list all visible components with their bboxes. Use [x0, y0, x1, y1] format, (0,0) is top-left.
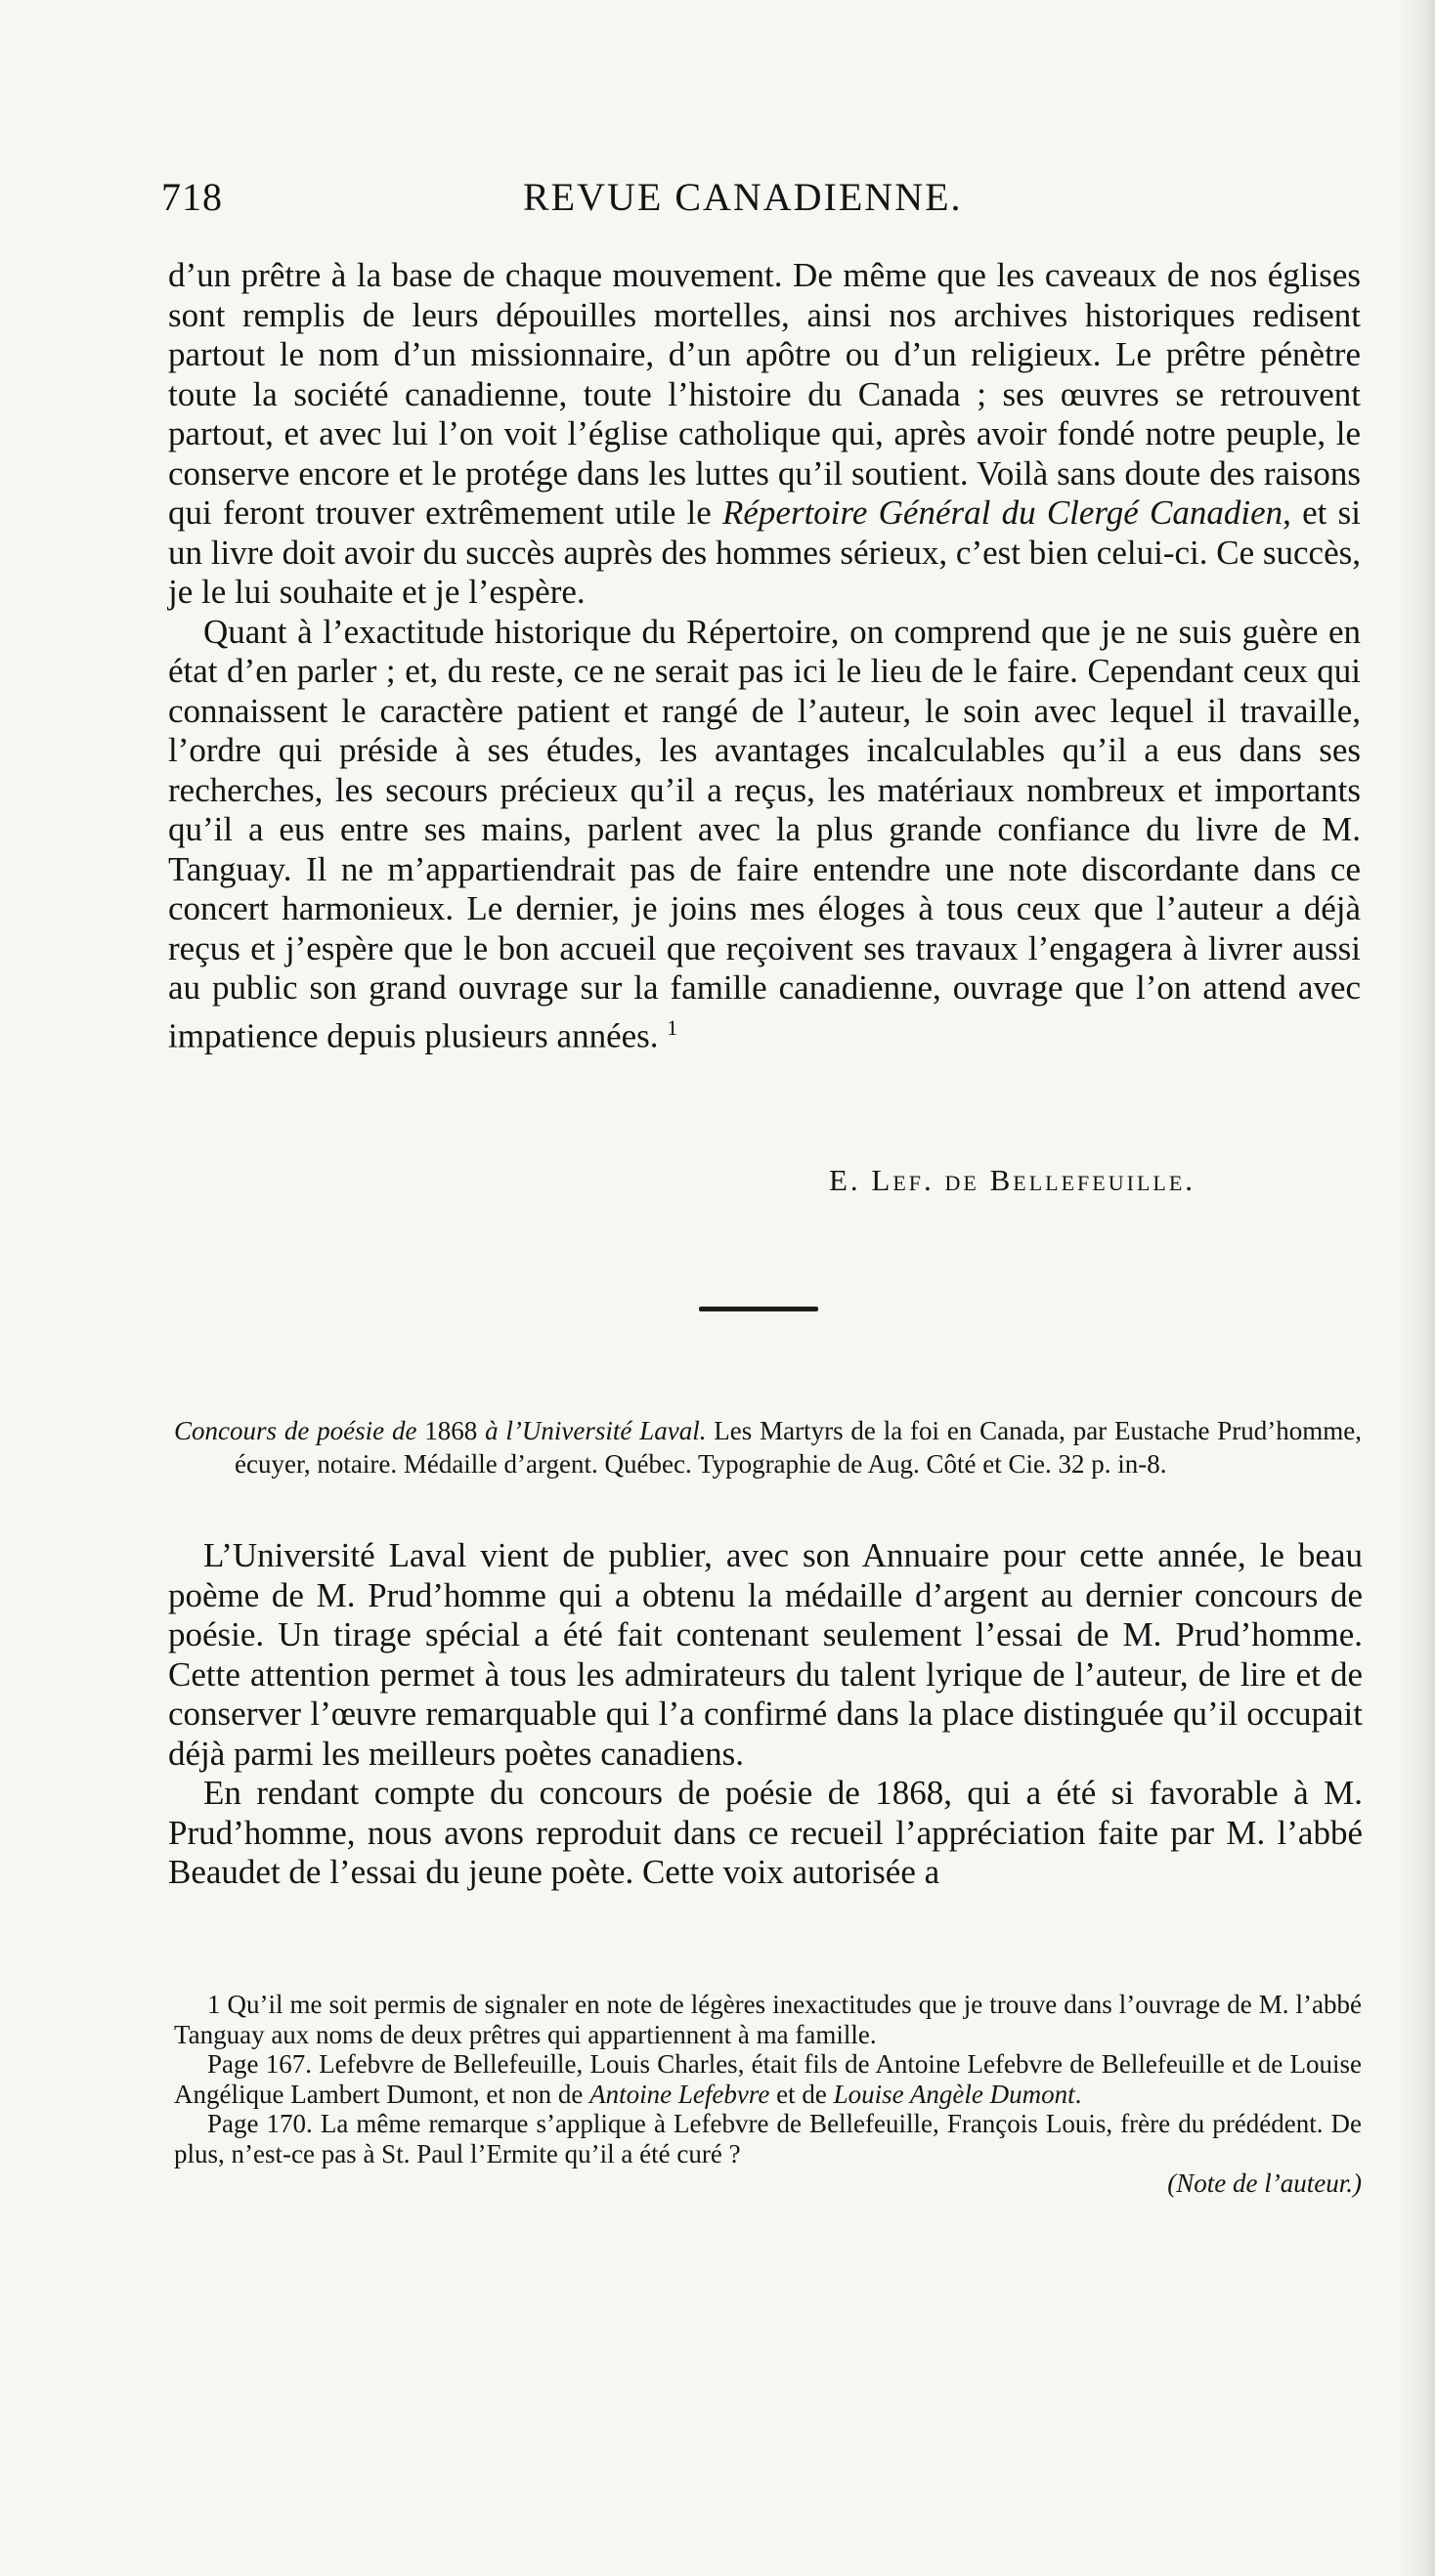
section-divider [699, 1307, 818, 1311]
author-signature: E. Lef. de Bellefeuille. [829, 1163, 1196, 1197]
footnote-text: et de [769, 2079, 834, 2109]
paragraph-text-end: , et si un livre doit avoir du succès auprès des hommes sérieux, c’est bien celui-ci. Ce succès, je le lui souhaite et je l’espère. [168, 494, 1361, 611]
footnote-italic: Antoine Lefebvre [589, 2079, 770, 2109]
page-header [161, 174, 1373, 233]
footnote-italic: Louise Angèle Dumont [833, 2079, 1075, 2109]
footnote-marker: 1 [667, 1014, 678, 1040]
heading-text: Les Martyrs de la foi en Canada, par Eustache Prud’homme, écuyer, notaire. Médaille d’argent. Québec. Typographie de Aug. Côté et Cie. 32 p. in-8. [235, 1416, 1363, 1479]
note-attribution: (Note de l’auteur.) [1167, 2168, 1362, 2198]
footnote-page-167 [174, 2049, 1362, 2109]
scan-edge-shadow [1396, 0, 1435, 2576]
footnote-text: . [1074, 2079, 1082, 2109]
review-heading [174, 1415, 1362, 1481]
footnote-text: Page 167. Lefebvre de Bellefeuille, Louis Charles, était fils de Antoine Lefebvre de Bellefeuille et de Louise Angélique Lambert Dumont, et non de [174, 2049, 1362, 2109]
footnote-1: 1 Qu’il me soit permis de signaler en note de légères inexactitudes que je trouve dans l’ouvrage de M. l’abbé Tanguay aux noms de deux prêtres qui appartiennent à ma famille. [174, 1990, 1362, 2049]
book-title: Répertoire Général du Clergé Canadien [722, 494, 1283, 532]
article-paragraph-1 [168, 256, 1361, 613]
heading-italic: Concours de poésie de [174, 1416, 417, 1445]
footnotes [174, 1990, 1362, 2199]
review-paragraph-1: L’Université Laval vient de publier, avec son Annuaire pour cette année, le beau poème de M. Prud’homme qui a obtenu la médaille d’argent au dernier concours de poésie. Un tirage spécial a été fait contenant seulement l’essai de M. Prud’homme. Cette attention permet à tous les admirateurs du talent lyrique de l’auteur, de lire et de conserver l’œuvre remarquable qui l’a confirmé dans la place distinguée qu’il occupait déjà parmi les meilleurs poètes canadiens. [168, 1536, 1363, 1773]
article-paragraph-2 [168, 613, 1361, 1056]
article-body [168, 256, 1361, 1056]
review-paragraph-2: En rendant compte du concours de poésie de 1868, qui a été si favorable à M. Prud’homme, nous avons reproduit dans ce recueil l’appréciation faite par M. l’abbé Beaudet de l’essai du jeune poète. Cette voix autorisée a [168, 1774, 1363, 1891]
review-body [168, 1536, 1363, 1893]
heading-italic: à l’Université Laval. [485, 1416, 707, 1445]
footnote-page-170: Page 170. La même remarque s’applique à Lefebvre de Bellefeuille, François Louis, frère du prédédent. De plus, n’est-ce pas à St. Paul l’Ermite qu’il a été curé ? [174, 2109, 1362, 2168]
page-number: 718 [161, 175, 223, 219]
heading-year: 1868 [416, 1416, 486, 1445]
paragraph-text: d’un prêtre à la base de chaque mouvement. De même que les caveaux de nos églises sont remplis de leurs dépouilles mortelles, ainsi nos archives historiques redisent partout le nom d’un missionnaire, d’un apôtre ou d’un religieux. Le prêtre pénètre toute la société canadienne, toute l’histoire du Canada ; ses œuvres se retrouvent partout, et avec lui l’on voit l’église catholique qui, après avoir fondé notre peuple, le conserve encore et le protége dans les luttes qu’il soutient. Voilà sans doute des raisons qui feront trouver extrêmement utile le [168, 256, 1361, 532]
paragraph-text: Quant à l’exactitude historique du Répertoire, on comprend que je ne suis guère en état d’en parler ; et, du reste, ce ne serait pas ici le lieu de le faire. Cependant ceux qui connaissent le caractère patient et rangé de l’auteur, le soin avec lequel il travaille, l’ordre qui préside à ses études, les avantages incalculables qu’il a eus dans ses recherches, les secours précieux qu’il a reçus, les matériaux nombreux et importants qu’il a eus entre ses mains, parlent avec la plus grande confiance du livre de M. Tanguay. Il ne m’appartiendrait pas de faire entendre une note discordante dans ce concert harmonieux. Le dernier, je joins mes éloges à tous ceux que l’auteur a déjà reçus et j’espère que le bon accueil que reçoivent ses travaux l’engagera à livrer aussi au public son grand ouvrage sur la famille canadienne, ouvrage que l’on attend avec impatience depuis plusieurs années. [168, 612, 1361, 1055]
running-title: REVUE CANADIENNE. [523, 175, 963, 219]
